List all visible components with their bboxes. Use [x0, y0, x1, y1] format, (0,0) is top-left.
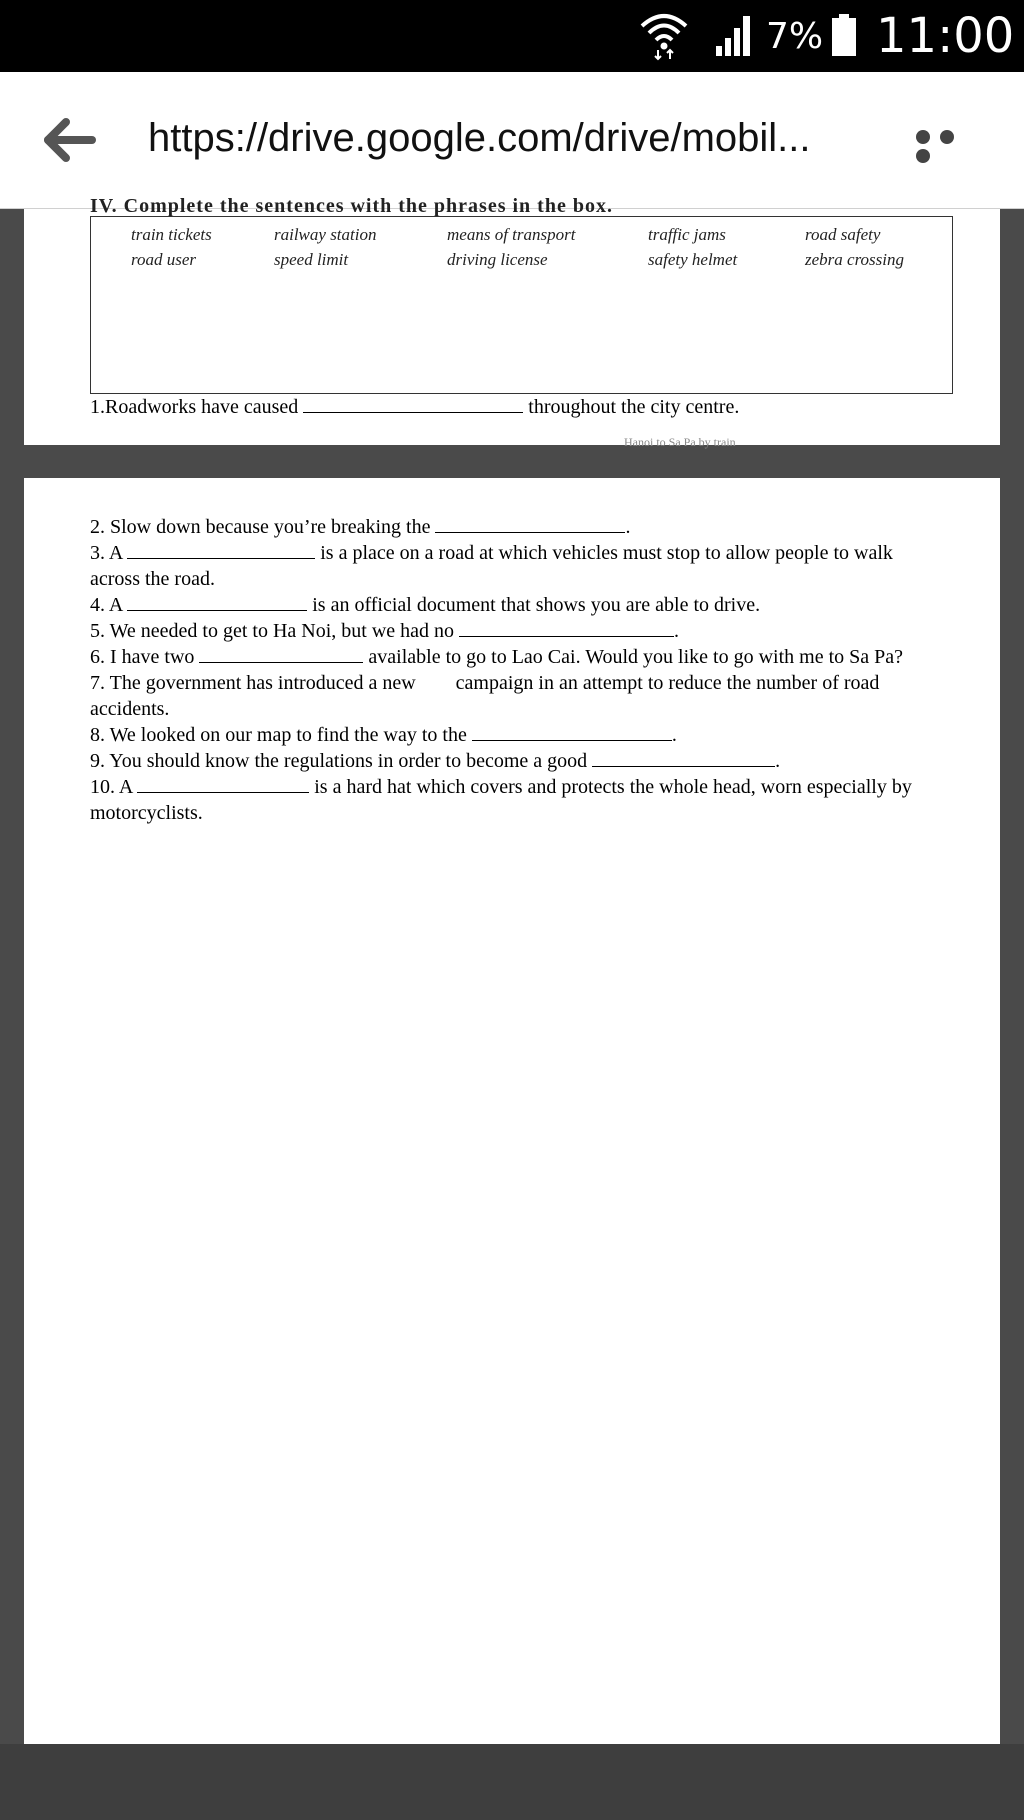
question-4: [90, 592, 760, 618]
phrase: speed limit: [274, 250, 349, 269]
exercise-heading: IV. Complete the sentences with the phrases in the box.: [90, 195, 613, 217]
phrase: means of transport: [447, 225, 576, 244]
question-text: 8. We looked on our map to find the way to the: [90, 724, 467, 746]
battery-percent: 7%: [766, 16, 824, 57]
question-5: [90, 618, 679, 644]
question-1: [90, 396, 739, 419]
question-text: .: [674, 620, 680, 642]
question-7-continued: accidents.: [90, 698, 170, 720]
question-text: 1.Roadworks have caused: [90, 396, 299, 418]
answer-blank: [435, 516, 625, 533]
question-text: 2. Slow down because you’re breaking the: [90, 516, 431, 538]
answer-blank: [472, 724, 672, 741]
document-page-1: [24, 195, 1000, 449]
answer-blank: [127, 542, 315, 559]
question-text: is a hard hat which covers and protects the whole head, worn especially by: [314, 776, 912, 798]
answer-blank: [199, 646, 363, 663]
url-text[interactable]: https://drive.google.com/drive/mobil...: [148, 116, 811, 160]
question-10: [90, 774, 912, 800]
document-page-2: [24, 478, 1000, 1744]
question-7: [90, 670, 879, 696]
phrase: zebra crossing: [805, 250, 905, 269]
phrase: driving license: [447, 250, 548, 269]
question-text: 4. A: [90, 594, 123, 616]
answer-blank: [127, 594, 307, 611]
status-bar: [0, 0, 1024, 72]
phrase-box: [90, 216, 953, 394]
question-text: available to go to Lao Cai. Would you like to go with me to Sa Pa?: [368, 646, 904, 668]
cell-signal-icon: [714, 14, 754, 56]
question-text: throughout the city centre.: [528, 396, 740, 418]
battery-icon: [832, 14, 856, 56]
question-text: .: [625, 516, 631, 538]
question-10-continued: motorcyclists.: [90, 802, 203, 824]
question-text: campaign in an attempt to reduce the number of road: [455, 672, 880, 694]
phrase: train tickets: [131, 225, 212, 244]
question-8: [90, 722, 677, 748]
question-6: [90, 644, 903, 670]
question-3: [90, 540, 893, 566]
phrase: road safety: [805, 225, 881, 244]
back-arrow-icon[interactable]: [40, 114, 100, 166]
question-text: 6. I have two: [90, 646, 195, 668]
question-2: [90, 514, 630, 540]
url-bar: [0, 72, 1024, 209]
more-options-icon[interactable]: [916, 130, 986, 154]
question-text: .: [671, 724, 677, 746]
question-text: is an official document that shows you are able to drive.: [312, 594, 761, 616]
question-text: 10. A: [90, 776, 133, 798]
clock: 11:00: [876, 8, 1015, 64]
answer-blank: [303, 396, 523, 413]
answer-blank: [592, 750, 775, 767]
question-text: 9. You should know the regulations in order to become a good: [90, 750, 588, 772]
question-text: 3. A: [90, 542, 123, 564]
question-text: is a place on a road at which vehicles must stop to allow people to walk: [320, 542, 893, 564]
phrase: road user: [131, 250, 197, 269]
question-9: [90, 748, 780, 774]
question-text: .: [775, 750, 781, 772]
page-bleed-text: Hanoi to Sa Pa by train: [624, 435, 736, 449]
phrase: railway station: [274, 225, 377, 244]
phrase: traffic jams: [648, 225, 726, 244]
viewer-bottom: [0, 1744, 1024, 1820]
phrase: safety helmet: [648, 250, 738, 269]
answer-blank: [137, 776, 309, 793]
wifi-icon: [638, 8, 690, 60]
question-3-continued: across the road.: [90, 568, 215, 590]
question-text: 7. The government has introduced a new: [90, 672, 416, 694]
question-text: 5. We needed to get to Ha Noi, but we had no: [90, 620, 455, 642]
answer-blank: [459, 620, 674, 637]
